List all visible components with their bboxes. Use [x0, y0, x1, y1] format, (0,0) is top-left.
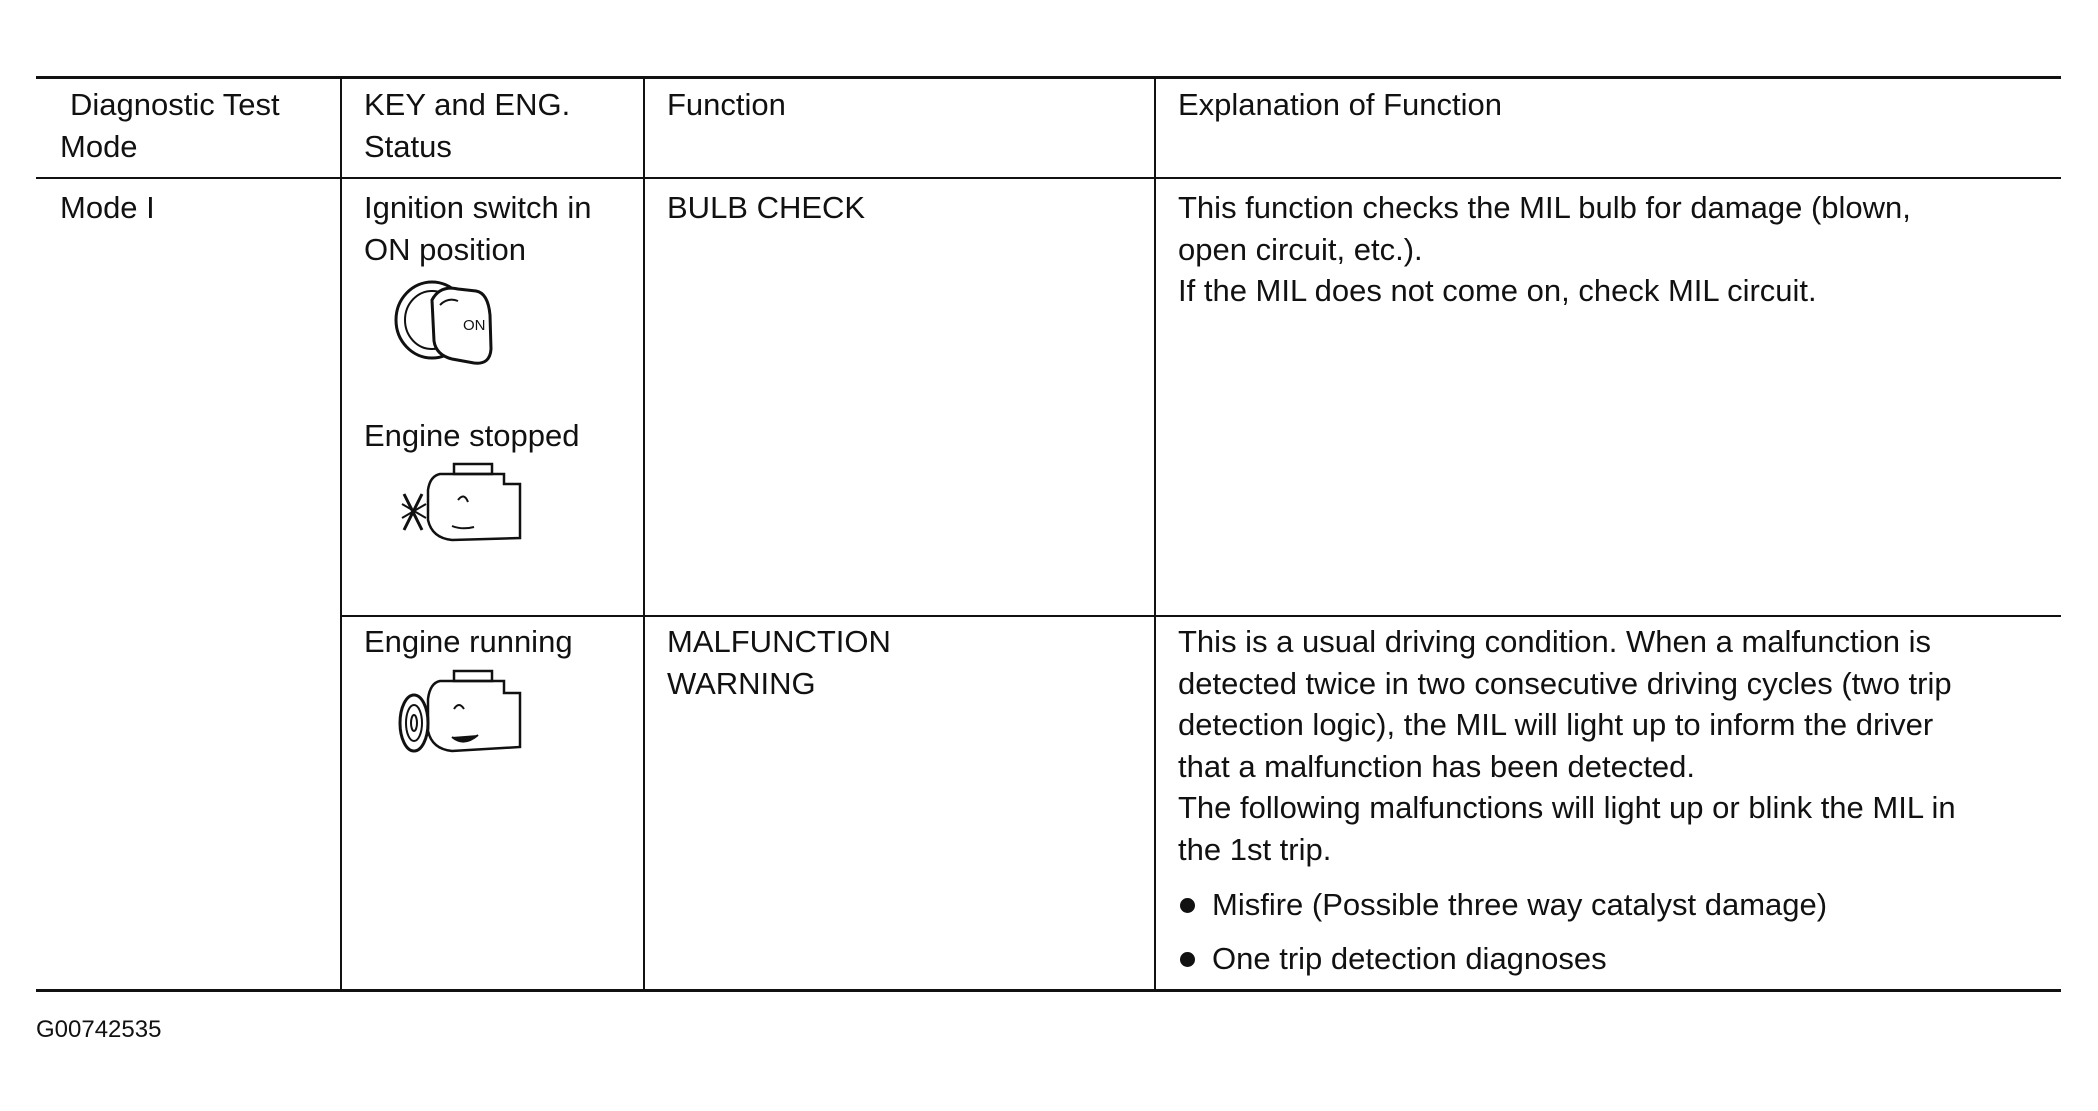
column-divider-2 [643, 78, 645, 989]
row1-function: BULB CHECK [667, 190, 866, 225]
row2-explanation-line4: that a malfunction has been detected. [1178, 749, 1696, 784]
row2-bullet-1: Misfire (Possible three way catalyst damage) [1212, 887, 1828, 922]
row2-bullet-2: One trip detection diagnoses [1212, 941, 1607, 976]
row2-explanation-line3: detection logic), the MIL will light up to inform the driver [1178, 707, 1934, 742]
column-divider-1 [340, 78, 342, 989]
figure-code: G00742535 [36, 1016, 162, 1043]
row2-function-line2: WARNING [667, 666, 816, 701]
bullet-dot-2 [1180, 952, 1195, 967]
engine-stopped-icon [392, 460, 527, 550]
bullet-dot-1 [1180, 898, 1195, 913]
header-diagnostic-test-mode: Diagnostic Test [70, 87, 280, 122]
row2-explanation-line1: This is a usual driving condition. When a malfunction is [1178, 624, 1931, 659]
header-key-eng-status-line2: Status [364, 129, 452, 164]
engine-running-icon [392, 667, 527, 767]
row2-function-line1: MALFUNCTION [667, 624, 891, 659]
column-divider-3 [1154, 78, 1156, 989]
row1-mode: Mode I [60, 190, 155, 225]
row1-status-line1: Ignition switch in [364, 190, 592, 225]
row1-explanation-line3: If the MIL does not come on, check MIL circuit. [1178, 273, 1817, 308]
row2-explanation-line5: The following malfunctions will light up or blink the MIL in [1178, 790, 1956, 825]
header-function: Function [667, 87, 786, 122]
row2-explanation-line6: the 1st trip. [1178, 832, 1332, 867]
row2-explanation-line2: detected twice in two consecutive driving cycles (two trip [1178, 666, 1952, 701]
row1-status-line3: Engine stopped [364, 418, 580, 453]
header-explanation: Explanation of Function [1178, 87, 1502, 122]
row1-status-line2: ON position [364, 232, 526, 267]
ignition-key-on-icon [392, 275, 502, 370]
table-bottom-rule [36, 989, 2061, 992]
row1-explanation-line2: open circuit, etc.). [1178, 232, 1423, 267]
row2-status-line1: Engine running [364, 624, 573, 659]
ignition-key-label: ON [463, 317, 486, 334]
row1-explanation-line1: This function checks the MIL bulb for damage (blown, [1178, 190, 1911, 225]
row-divider-rule [340, 615, 2061, 617]
header-key-eng-status: KEY and ENG. [364, 87, 571, 122]
header-diagnostic-test-mode-line2: Mode [60, 129, 138, 164]
